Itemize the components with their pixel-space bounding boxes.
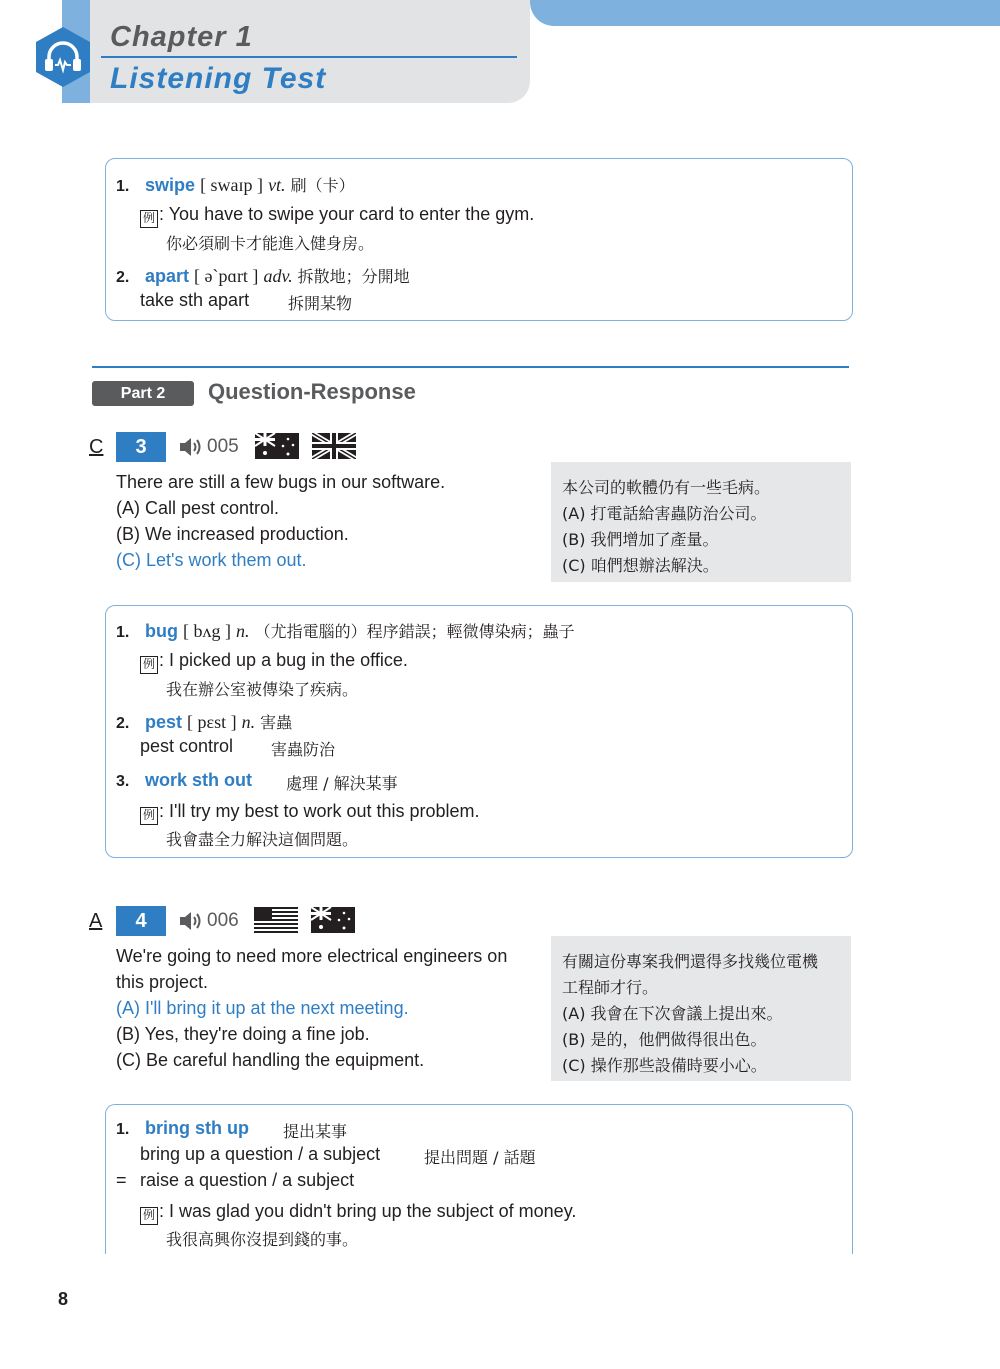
- phonetic: [ əˋpɑrt ]: [194, 266, 259, 286]
- part-of-speech: n.: [241, 712, 256, 732]
- track-number: 006: [207, 910, 239, 931]
- example-text: I picked up a bug in the office.: [169, 650, 408, 670]
- australia-flag: [255, 433, 299, 459]
- vocab-entry-bug: [116, 619, 575, 642]
- entry-number: 1.: [116, 178, 130, 195]
- vocab-word: bring sth up: [145, 1118, 249, 1138]
- phonetic: [ swaɪp ]: [200, 175, 264, 195]
- question-text-line-1: We're going to need more electrical engineers on: [116, 946, 508, 966]
- phrase-en: take sth apart: [140, 290, 250, 310]
- option-c-correct: (C) Let's work them out.: [116, 550, 307, 570]
- phrase-zh: 害蟲防治: [271, 740, 336, 759]
- phonetic: [ bʌg ]: [183, 621, 232, 641]
- vocab-entry-bring-sth-up: [116, 1118, 249, 1139]
- question-text-line-2: this project.: [116, 972, 209, 992]
- phrase-en: bring up a question / a subject: [140, 1144, 381, 1164]
- translation-question-line-2: 工程師才行。: [562, 978, 659, 997]
- translation-panel: [551, 462, 851, 582]
- chapter-rule: [101, 56, 517, 58]
- speaker-icon[interactable]: [179, 911, 203, 931]
- meaning-zh: 刷（卡）: [290, 176, 355, 195]
- page-number: 8: [58, 1289, 69, 1309]
- option-c: (C) Be careful handling the equipment.: [116, 1050, 425, 1070]
- option-a-correct: (A) I'll bring it up at the next meeting.: [116, 998, 409, 1018]
- translation-b: (B) 我們增加了產量。: [562, 530, 719, 549]
- translation-c: (C) 咱們想辦法解決。: [562, 556, 719, 575]
- us-flag: [254, 907, 298, 933]
- translation-b: (B) 是的，他們做得很出色。: [562, 1030, 767, 1049]
- australia-flag: [311, 907, 355, 933]
- equivalent-phrase: raise a question / a subject: [140, 1170, 355, 1190]
- example-zh: 你必須刷卡才能進入健身房。: [166, 234, 375, 253]
- vocab-word: work sth out: [145, 770, 253, 790]
- translation-c: (C) 操作那些設備時要小心。: [562, 1056, 767, 1075]
- entry-number: 2.: [116, 269, 130, 286]
- example-text: You have to swipe your card to enter the gym.: [168, 204, 535, 224]
- part-badge: Part 2: [92, 381, 194, 406]
- entry-number: 3.: [116, 773, 130, 790]
- example-zh: 我很高興你沒提到錢的事。: [166, 1230, 359, 1249]
- vocab-word: swipe: [145, 175, 196, 195]
- meaning-zh: 處理 / 解決某事: [286, 774, 398, 793]
- translation-question-line-1: 有關這份專案我們還得多找幾位電機: [562, 952, 819, 971]
- example-en: 例 : You have to swipe your card to enter the gym.: [140, 204, 534, 228]
- example-icon: 例: [140, 1207, 158, 1225]
- meaning-zh: （尤指電腦的）程序錯誤；輕微傳染病；蟲子: [254, 622, 575, 641]
- option-b: (B) Yes, they're doing a fine job.: [116, 1024, 370, 1044]
- example-en: 例 : I was glad you didn't bring up the subject of money.: [140, 1201, 576, 1225]
- question-number: 3: [116, 432, 166, 462]
- question-number: 4: [116, 906, 166, 936]
- vocab-entry-work-sth-out: [116, 770, 252, 791]
- phrase-en: pest control: [140, 736, 234, 756]
- part-title: Question-Response: [208, 379, 416, 404]
- part-rule: [92, 366, 849, 368]
- answer-letter: C: [89, 436, 104, 458]
- audio-track[interactable]: [179, 910, 239, 932]
- example-zh: 我在辦公室被傳染了疾病。: [166, 680, 359, 699]
- headphones-icon: [34, 25, 92, 89]
- vocab-word: pest: [145, 712, 183, 732]
- chapter-label: Chapter 1: [110, 21, 253, 53]
- meaning-zh: 拆散地；分開地: [297, 267, 410, 286]
- vocab-box-1: [105, 158, 853, 321]
- translation-a: (A) 我會在下次會議上提出來。: [562, 1004, 783, 1023]
- phrase-zh: 拆開某物: [288, 294, 353, 313]
- translation-question: 本公司的軟體仍有一些毛病。: [562, 478, 771, 497]
- track-number: 005: [207, 436, 239, 457]
- vocab-box-3: [105, 1104, 853, 1254]
- vocab-entry-swipe: [116, 173, 355, 196]
- part-of-speech: vt.: [268, 175, 286, 195]
- example-icon: 例: [140, 210, 158, 228]
- audio-track[interactable]: [179, 436, 239, 458]
- phonetic: [ pɛst ]: [187, 712, 237, 732]
- chapter-title: Listening Test: [110, 62, 327, 95]
- translation-a: (A) 打電話給害蟲防治公司。: [562, 504, 767, 523]
- vocab-entry-pest: [116, 710, 292, 733]
- example-text: I'll try my best to work out this problem.: [169, 801, 480, 821]
- meaning-zh: 害蟲: [260, 713, 293, 732]
- vocab-box-2: [105, 605, 853, 858]
- part-of-speech: adv.: [263, 266, 293, 286]
- answer-letter: A: [89, 910, 103, 932]
- example-en: 例 : I'll try my best to work out this problem.: [140, 801, 480, 825]
- example-en: 例 : I picked up a bug in the office.: [140, 650, 408, 674]
- translation-panel: [551, 936, 851, 1081]
- equivalent-mark: =: [116, 1170, 127, 1190]
- entry-number: 1.: [116, 1121, 130, 1138]
- option-a: (A) Call pest control.: [116, 498, 280, 518]
- vocab-word: apart: [145, 266, 190, 286]
- entry-number: 1.: [116, 624, 130, 641]
- entry-number: 2.: [116, 715, 130, 732]
- vocab-word: bug: [145, 621, 179, 641]
- header-top-band: [530, 0, 1000, 26]
- example-text: I was glad you didn't bring up the subject of money.: [169, 1201, 577, 1221]
- vocab-entry-apart: [116, 264, 410, 287]
- uk-flag: [312, 433, 356, 459]
- meaning-zh: 提出某事: [283, 1122, 348, 1141]
- part-of-speech: n.: [236, 621, 250, 641]
- speaker-icon[interactable]: [179, 437, 203, 457]
- example-zh: 我會盡全力解決這個問題。: [166, 830, 359, 849]
- example-icon: 例: [140, 807, 158, 825]
- question-text: There are still a few bugs in our software.: [116, 472, 446, 492]
- phrase-zh: 提出問題 / 話題: [424, 1148, 536, 1167]
- example-icon: 例: [140, 656, 158, 674]
- option-b: (B) We increased production.: [116, 524, 349, 544]
